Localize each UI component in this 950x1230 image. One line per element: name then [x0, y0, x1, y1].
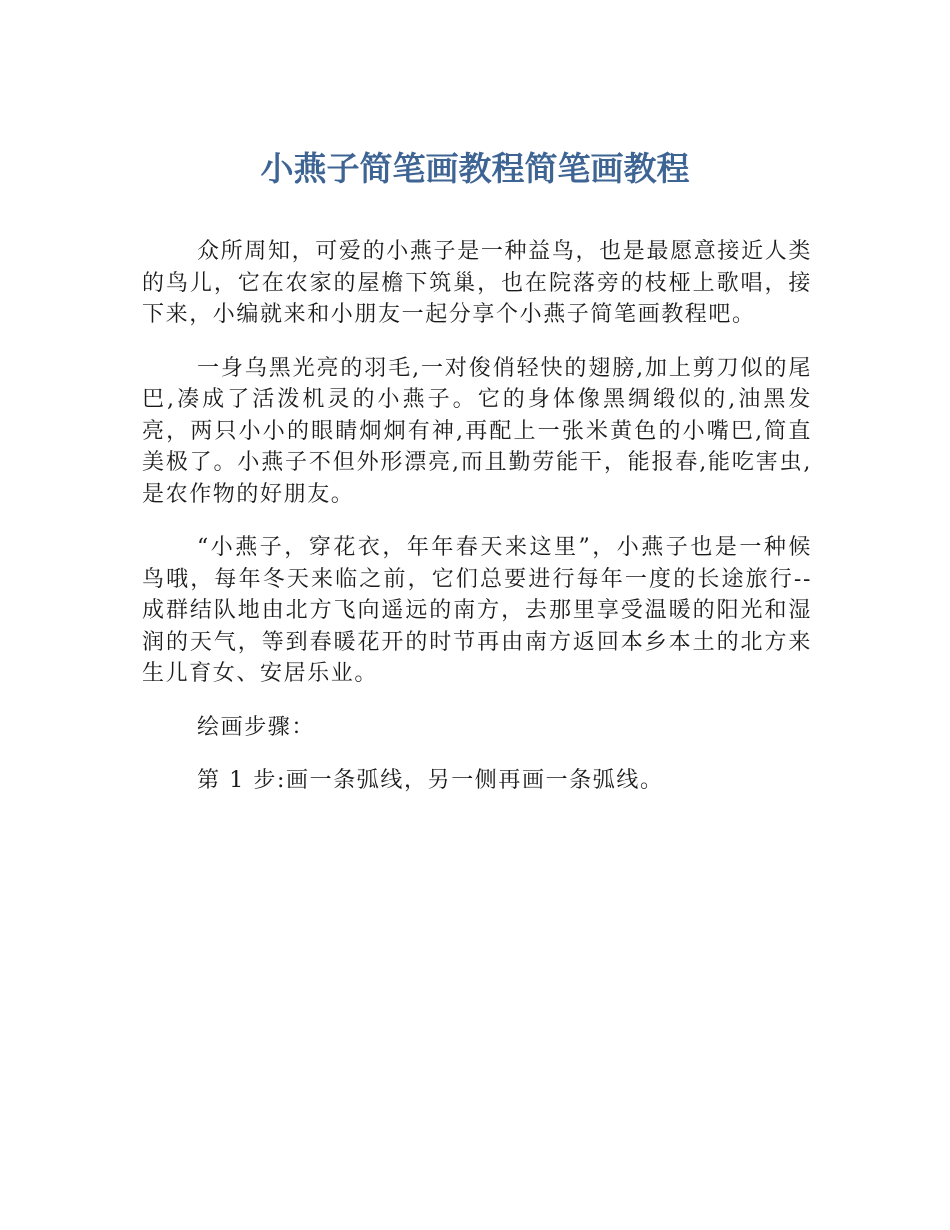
paragraph-intro: 众所周知，可爱的小燕子是一种益鸟，也是最愿意接近人类的鸟儿，它在农家的屋檐下筑巢，也在院落旁的枝桠上歌唱，接下来，小编就来和小朋友一起分享个小燕子简笔画教程吧。	[142, 239, 812, 327]
document-body	[142, 236, 812, 819]
paragraph-step-1: 第 1 步:画一条弧线，另一侧再画一条弧线。	[197, 768, 664, 793]
document-title: 小燕子简笔画教程简笔画教程	[260, 149, 690, 188]
paragraph-appearance: 一身乌黑光亮的羽毛,一对俊俏轻快的翅膀,加上剪刀似的尾巴,凑成了活泼机灵的小燕子。它的身体像黑绸缎似的,油黑发亮，两只小小的眼睛炯炯有神,再配上一张米黄色的小嘴巴,简直美极了。小燕子不但外形漂亮,而且勤劳能干，能报春,能吃害虫,是农作物的好朋友。	[142, 355, 812, 507]
paragraph-steps-heading: 绘画步骤：	[197, 714, 316, 740]
paragraph-migration: “小燕子，穿花衣，年年春天来这里”，小燕子也是一种候鸟哦，每年冬天来临之前，它们总要进行每年一度的长途旅行--成群结队地由北方飞向遥远的南方，去那里享受温暖的阳光和湿润的天气，等到春暖花开的时节再由南方返回本乡本土的北方来生儿育女、安居乐业。	[142, 535, 812, 686]
